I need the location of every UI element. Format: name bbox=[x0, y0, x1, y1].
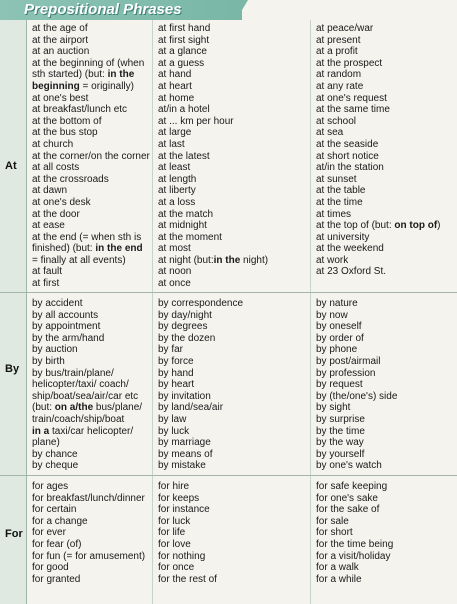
phrase-entry: by degrees bbox=[158, 321, 208, 333]
phrase-entry: for one's sake bbox=[316, 492, 378, 504]
column-3 bbox=[316, 23, 451, 278]
phrase-entry: at all costs bbox=[32, 162, 80, 174]
phrase-entry: at the match bbox=[158, 208, 214, 220]
phrase-entry: at present bbox=[316, 34, 361, 46]
phrase-entry: by invitation bbox=[158, 390, 211, 402]
column-rule bbox=[152, 476, 153, 604]
phrase-entry: at heart bbox=[158, 80, 192, 92]
column-rule bbox=[152, 20, 153, 293]
phrase-entry: at the door bbox=[32, 208, 80, 220]
phrase-entry: at home bbox=[158, 92, 195, 104]
phrase-entry: by the time bbox=[316, 425, 365, 437]
phrase-entry: at night (but:in the night) bbox=[158, 254, 269, 266]
phrase-entry: sth started) (but: in the bbox=[32, 69, 135, 81]
phrase-entry: by heart bbox=[158, 379, 195, 391]
phrase-entry: by chance bbox=[32, 448, 78, 460]
phrase-entry: for a change bbox=[32, 515, 88, 527]
phrase-entry: train/coach/ship/boat bbox=[32, 413, 125, 425]
phrase-entry: by appointment bbox=[32, 321, 101, 333]
phrase-entry: for a while bbox=[316, 573, 362, 585]
phrase-entry: by request bbox=[316, 379, 363, 391]
phrase-entry: at sea bbox=[316, 127, 344, 139]
column-1 bbox=[32, 481, 150, 585]
phrase-entry: at dawn bbox=[32, 185, 68, 197]
phrase-entry: for granted bbox=[32, 573, 81, 585]
phrase-entry: for luck bbox=[158, 515, 191, 527]
phrase-entry: for the sake of bbox=[316, 504, 380, 516]
phrase-entry: for hire bbox=[158, 481, 190, 492]
phrase-entry: for keeps bbox=[158, 492, 200, 504]
title-corner-decoration bbox=[236, 0, 248, 20]
phrase-entry: at noon bbox=[158, 266, 192, 278]
section-by bbox=[0, 293, 457, 476]
phrase-entry: at first hand bbox=[158, 23, 211, 34]
phrase-entry: by one's watch bbox=[316, 460, 382, 472]
phrase-entry: at ... km per hour bbox=[158, 115, 234, 127]
phrase-entry: for sale bbox=[316, 515, 349, 527]
phrase-entry: by far bbox=[158, 344, 184, 356]
phrase-entry: by all accounts bbox=[32, 309, 99, 321]
phrase-entry: at a loss bbox=[158, 196, 196, 208]
phrase-entry: by phone bbox=[316, 344, 358, 356]
phrase-entry: at a glance bbox=[158, 46, 207, 58]
section-at bbox=[0, 20, 457, 293]
column-3 bbox=[316, 481, 451, 585]
phrase-entry: by mistake bbox=[158, 460, 206, 472]
phrase-entry: at the bottom of bbox=[32, 115, 102, 127]
phrase-entry: at most bbox=[158, 243, 191, 255]
phrase-entry: at last bbox=[158, 138, 185, 150]
section-label-text: For bbox=[5, 528, 23, 540]
phrase-entry: at liberty bbox=[158, 185, 196, 197]
phrase-entry: for fear (of) bbox=[32, 538, 82, 550]
phrase-entry: at the beginning of (when bbox=[32, 57, 145, 69]
phrase-entry: at the top of (but: on top of) bbox=[316, 220, 441, 232]
phrase-entry: for short bbox=[316, 527, 353, 539]
phrase-entry: at school bbox=[316, 115, 357, 127]
section-label-by bbox=[0, 293, 27, 476]
phrase-entry: at first sight bbox=[158, 34, 210, 46]
phrase-entry: at sunset bbox=[316, 173, 357, 185]
title-tab bbox=[0, 0, 242, 20]
column-rule bbox=[310, 293, 311, 476]
phrase-entry: at large bbox=[158, 127, 192, 139]
phrase-entry: for breakfast/lunch/dinner bbox=[32, 492, 145, 504]
title-banner bbox=[0, 0, 457, 22]
phrase-entry: for ages bbox=[32, 481, 69, 492]
phrase-entry: by surprise bbox=[316, 413, 365, 425]
phrase-entry: by oneself bbox=[316, 321, 362, 333]
phrase-entry: by law bbox=[158, 413, 187, 425]
phrase-entry: at peace/war bbox=[316, 23, 374, 34]
phrase-entry: at a profit bbox=[316, 46, 358, 58]
phrase-entry: plane) bbox=[32, 437, 60, 449]
phrase-entry: at the airport bbox=[32, 34, 89, 46]
phrase-entry: by means of bbox=[158, 448, 213, 460]
column-rule bbox=[310, 476, 311, 604]
section-label-for bbox=[0, 476, 27, 604]
phrase-entry: at the seaside bbox=[316, 138, 379, 150]
phrase-entry: for good bbox=[32, 562, 69, 574]
phrase-entry: for nothing bbox=[158, 550, 206, 562]
phrase-entry: for certain bbox=[32, 504, 77, 516]
phrase-entry: at times bbox=[316, 208, 352, 220]
phrase-entry: at/in a hotel bbox=[158, 104, 210, 116]
phrase-entry: at the prospect bbox=[316, 57, 383, 69]
phrase-entry: at/in the station bbox=[316, 162, 384, 174]
phrase-entry: at least bbox=[158, 162, 191, 174]
phrase-entry: at the corner/on the corner bbox=[32, 150, 150, 162]
phrase-entry: for ever bbox=[32, 527, 66, 539]
phrase-entry: at the bus stop bbox=[32, 127, 98, 139]
column-rule bbox=[152, 293, 153, 476]
column-2 bbox=[158, 298, 308, 472]
phrase-entry: at the age of bbox=[32, 23, 88, 34]
phrase-entry: for once bbox=[158, 562, 195, 574]
phrase-entry: by (the/one's) side bbox=[316, 390, 398, 402]
phrase-entry: by yourself bbox=[316, 448, 365, 460]
phrase-entry: by the dozen bbox=[158, 332, 216, 344]
phrase-entry: in a taxi/car helicopter/ bbox=[32, 425, 134, 437]
phrase-entry: at the weekend bbox=[316, 243, 384, 255]
phrase-entry: at one's desk bbox=[32, 196, 91, 208]
section-for bbox=[0, 476, 457, 604]
phrase-entry: by nature bbox=[316, 298, 358, 309]
phrase-entry: for a walk bbox=[316, 562, 359, 574]
phrase-entry: at length bbox=[158, 173, 197, 185]
phrase-entry: at the crossroads bbox=[32, 173, 109, 185]
phrase-entry: at first bbox=[32, 278, 60, 290]
section-label-text: By bbox=[5, 363, 20, 375]
phrase-entry: by post/airmail bbox=[316, 355, 381, 367]
column-2 bbox=[158, 481, 308, 585]
phrase-entry: by now bbox=[316, 309, 348, 321]
phrase-entry: at university bbox=[316, 231, 370, 243]
phrase-entry: at ease bbox=[32, 220, 65, 232]
phrase-entry: for a visit/holiday bbox=[316, 550, 391, 562]
phrase-entry: for life bbox=[158, 527, 186, 539]
phrase-entry: by luck bbox=[158, 425, 190, 437]
phrase-entry: by the way bbox=[316, 437, 364, 449]
phrase-entry: finished) (but: in the end bbox=[32, 243, 143, 255]
phrase-entry: = finally at all events) bbox=[32, 254, 126, 266]
column-1 bbox=[32, 23, 150, 290]
phrase-entry: by birth bbox=[32, 355, 65, 367]
phrase-entry: at an auction bbox=[32, 46, 90, 58]
phrase-entry: at random bbox=[316, 69, 362, 81]
phrase-entry: by profession bbox=[316, 367, 376, 379]
phrase-entry: by correspondence bbox=[158, 298, 244, 309]
phrase-entry: by the arm/hand bbox=[32, 332, 105, 344]
phrase-entry: at work bbox=[316, 254, 349, 266]
page-title: Prepositional Phrases bbox=[24, 1, 182, 18]
phrase-entry: for the rest of bbox=[158, 573, 217, 585]
phrase-entry: by auction bbox=[32, 344, 78, 356]
phrase-entry: at the moment bbox=[158, 231, 222, 243]
section-label-at bbox=[0, 20, 27, 293]
phrase-entry: at midnight bbox=[158, 220, 207, 232]
phrase-entry: at a guess bbox=[158, 57, 205, 69]
phrase-entry: at one's request bbox=[316, 92, 387, 104]
phrase-entry: at church bbox=[32, 138, 74, 150]
phrase-entry: ship/boat/sea/air/car etc bbox=[32, 390, 139, 402]
column-2 bbox=[158, 23, 308, 290]
phrase-entry: at the latest bbox=[158, 150, 210, 162]
phrase-entry: at hand bbox=[158, 69, 192, 81]
phrase-entry: by marriage bbox=[158, 437, 211, 449]
phrase-entry: by force bbox=[158, 355, 194, 367]
phrase-entry: for love bbox=[158, 538, 191, 550]
phrase-entry: for instance bbox=[158, 504, 210, 516]
section-label-text: At bbox=[5, 160, 17, 172]
phrase-entry: at short notice bbox=[316, 150, 379, 162]
phrase-entry: (but: on a/the bus/plane/ bbox=[32, 402, 143, 414]
phrase-entry: at breakfast/lunch etc bbox=[32, 104, 128, 116]
phrase-entry: by land/sea/air bbox=[158, 402, 224, 414]
phrase-entry: for the time being bbox=[316, 538, 394, 550]
phrase-entry: helicopter/taxi/ coach/ bbox=[32, 379, 129, 391]
phrase-entry: by sight bbox=[316, 402, 351, 414]
phrase-entry: by accident bbox=[32, 298, 83, 309]
phrase-entry: for fun (= for amusement) bbox=[32, 550, 146, 562]
phrase-entry: by cheque bbox=[32, 460, 79, 472]
phrase-entry: beginning = originally) bbox=[32, 80, 134, 92]
column-1 bbox=[32, 298, 150, 472]
phrase-entry: at the same time bbox=[316, 104, 390, 116]
phrase-entry: by bus/train/plane/ bbox=[32, 367, 114, 379]
phrase-entry: for safe keeping bbox=[316, 481, 388, 492]
column-3 bbox=[316, 298, 451, 472]
phrase-entry: at once bbox=[158, 278, 191, 290]
phrase-entry: at the table bbox=[316, 185, 366, 197]
phrase-entry: at fault bbox=[32, 266, 63, 278]
phrase-entry: by order of bbox=[316, 332, 364, 344]
phrase-entry: by hand bbox=[158, 367, 194, 379]
phrase-entry: by day/night bbox=[158, 309, 212, 321]
phrase-entry: at the end (= when sth is bbox=[32, 231, 142, 243]
phrase-entry: at 23 Oxford St. bbox=[316, 266, 387, 278]
column-rule bbox=[310, 20, 311, 293]
phrase-entry: at one's best bbox=[32, 92, 89, 104]
phrase-entry: at the time bbox=[316, 196, 363, 208]
phrase-entry: at any rate bbox=[316, 80, 364, 92]
